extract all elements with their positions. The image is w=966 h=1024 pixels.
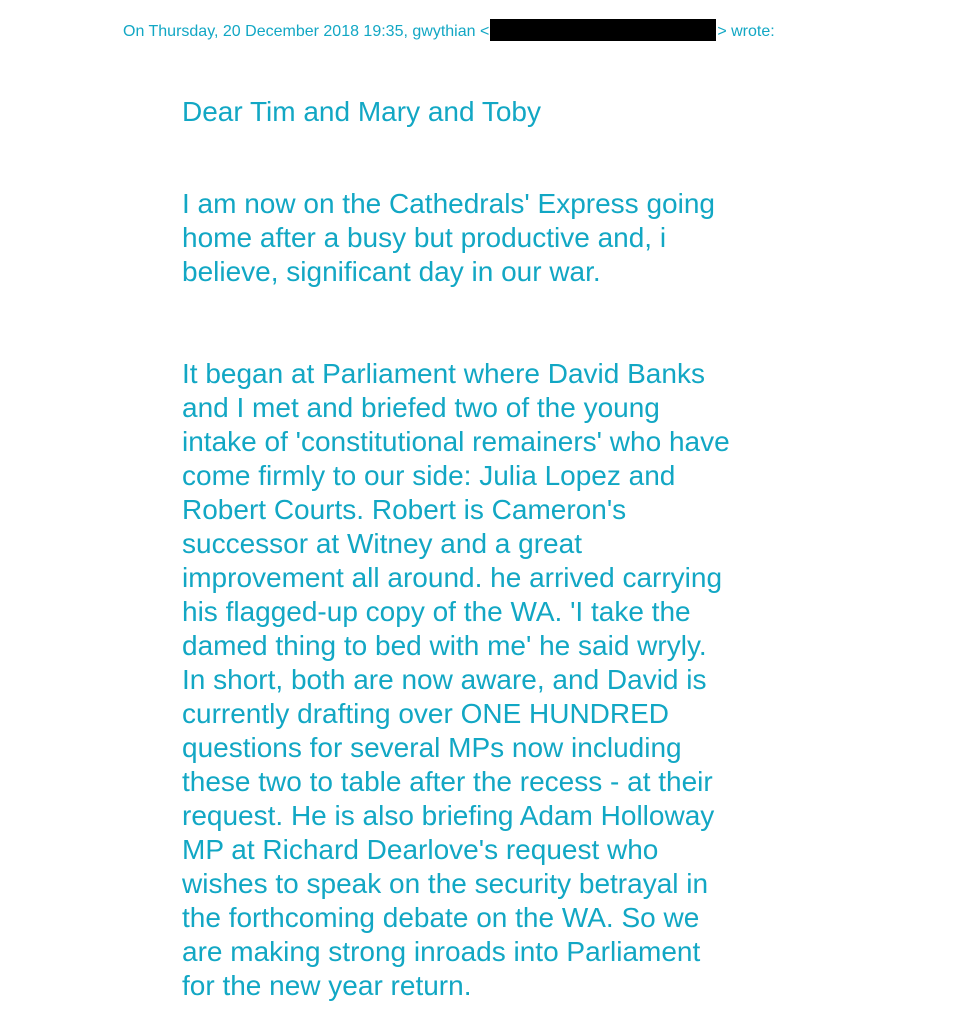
attribution-prefix: On Thursday, 20 December 2018 19:35, gwythian bbox=[123, 23, 476, 40]
paragraph-line: I am now on the Cathedrals' Express going bbox=[182, 188, 715, 219]
paragraph-line: damed thing to bed with me' he said wryly. bbox=[182, 630, 707, 661]
paragraph-line: are making strong inroads into Parliament bbox=[182, 936, 701, 967]
email-paragraph-2 bbox=[182, 357, 802, 1003]
paragraph-line: the forthcoming debate on the WA. So we bbox=[182, 902, 700, 933]
paragraph-line: his flagged-up copy of the WA. 'I take the bbox=[182, 596, 691, 627]
paragraph-line: believe, significant day in our war. bbox=[182, 256, 601, 287]
paragraph-line: questions for several MPs now including bbox=[182, 732, 682, 763]
attribution-suffix: wrote: bbox=[731, 23, 775, 40]
paragraph-line: successor at Witney and a great bbox=[182, 528, 582, 559]
paragraph-line: and I met and briefed two of the young bbox=[182, 392, 660, 423]
paragraph-line: intake of 'constitutional remainers' who have bbox=[182, 426, 730, 457]
paragraph-line: It began at Parliament where David Banks bbox=[182, 358, 705, 389]
paragraph-line: currently drafting over ONE HUNDRED bbox=[182, 698, 670, 729]
paragraph-line: improvement all around. he arrived carrying bbox=[182, 562, 723, 593]
redacted-email-address bbox=[490, 19, 716, 41]
email-paragraph-1 bbox=[182, 187, 802, 289]
paragraph-line: come firmly to our side: Julia Lopez and bbox=[182, 460, 676, 491]
paragraph-line: Robert Courts. Robert is Cameron's bbox=[182, 494, 627, 525]
paragraph-line: these two to table after the recess - at their bbox=[182, 766, 713, 797]
email-body bbox=[182, 95, 802, 1003]
paragraph-line: for the new year return. bbox=[182, 970, 472, 1001]
quote-attribution-line bbox=[123, 19, 775, 42]
email-close-bracket: > bbox=[717, 23, 727, 40]
email-greeting: Dear Tim and Mary and Toby bbox=[182, 96, 541, 127]
paragraph-line: home after a busy but productive and, i bbox=[182, 222, 667, 253]
email-open-bracket: < bbox=[479, 23, 490, 40]
paragraph-line: MP at Richard Dearlove's request who bbox=[182, 834, 659, 865]
paragraph-line: In short, both are now aware, and David is bbox=[182, 664, 707, 695]
paragraph-line: request. He is also briefing Adam Holloway bbox=[182, 800, 715, 831]
paragraph-line: wishes to speak on the security betrayal in bbox=[182, 868, 709, 899]
